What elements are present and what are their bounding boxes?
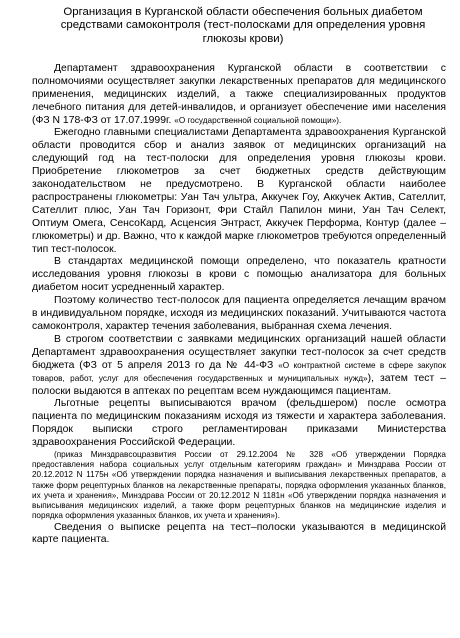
paragraph-quantity: Поэтому количество тест-полосок для пациента определяется лечащим врачом в индивидуальном порядке, исходя из медицинских показаний. Учитываются частота самоконтроля, характер течения заболевания, выбранная схема лечения.	[32, 295, 446, 333]
paragraph-standards: В стандартах медицинской помощи определено, что показатель кратности исследования уровня глюкозы в крови с помощью анализатора для больных диабетом носит усредненный характер.	[32, 256, 446, 294]
paragraph-records: Сведения о выписке рецепта на тест–полоски указываются в медицинской карте пациента.	[32, 521, 446, 546]
paragraph-authority	[32, 63, 446, 128]
paragraph-procurement	[32, 334, 446, 399]
paragraph-procurement-text-b: ), затем тест – полоски выдаются в аптеках по рецептам всем нуждающимся пациентам.	[32, 372, 446, 397]
paragraph-glucometers: Ежегодно главными специалистами Департамента здравоохранения Курганской области проводится сбор и анализ заявок от медицинских организаций на следующий год на тест-полоски для определения уровня глюкозы крови. Приобретение глюкометров за счет бюджетных средств действующим законодательством не предусмотрено. В Курганской области наиболее распространены глюкометры: Уан Тач ультра, Аккучек Гоу, Аккучек Актив, Сателлит, Сателлит плюс, Уан Тач Горизонт, Фри Стайл Папилон мини, Уан Тач Селект, Оптиум Омега, СенсоКард, Асценсия Энтраст, Аккучек Перформа, Контур (далее – глюкометры) и др. Важно, что к каждой марке глюкометров требуются определенный тип тест-полосок.	[32, 127, 446, 255]
paragraph-procurement-text-a: В строгом соответствии с заявками медицинских организаций нашей области Департамент здравоохранения осуществляет закупки тест-полосок за счет средств бюджета (ФЗ от 5 апреля 2013 го да № 44-ФЗ	[32, 333, 446, 371]
paragraph-prescriptions: Льготные рецепты выписываются врачом (фельдшером) после осмотра пациента по медицинским показаниям исходя из тяжести и характера заболевания. Порядок выписки строго регламентирован приказами Министерства здравоохранения Российской Федерации.	[32, 398, 446, 449]
paragraph-authority-law: «О государственной социальной помощи»).	[174, 115, 342, 125]
paragraph-orders: (приказ Минздравсоцразвития России от 29.12.2004 № 328 «Об утверждении Порядка предоставления набора социальных услуг отдельным категориям граждан» и Минздрава России от 20.12.2012 N 1175н «Об утверждении порядка назначения и выписывания лекарственных препаратов, а также форм рецептурных бланков на лекарственные препараты, порядка оформления указанных бланков, их учета и хранения», Минздрава России от 20.12.2012 N 1181н «Об утверждении порядка назначения и выписывания медицинских изделий, а также форм рецептурных бланков на медицинские изделия и порядка оформления указанных бланков, их учета и хранения»).	[32, 450, 446, 521]
paragraph-procurement-law: «О контрактной системе в сфере закупок товаров, работ, услуг для обеспечения государственных и муниципальных нужд»	[32, 360, 446, 383]
paragraph-authority-text: Департамент здравоохранения Курганской области в соответствии с полномочиями осуществляет закупки лекарственных препаратов для медицинского применения, медицинских изделий, а также специализированных продуктов лечебного питания для детей-инвалидов, и организует обеспечение ими населения (ФЗ N 178-ФЗ от 17.07.1999г.	[32, 62, 446, 126]
document-title: Организация в Курганской области обеспечения больных диабетом средствами самоконтроля (тест-полосками для определения уровня глюкозы крови)	[60, 6, 426, 45]
